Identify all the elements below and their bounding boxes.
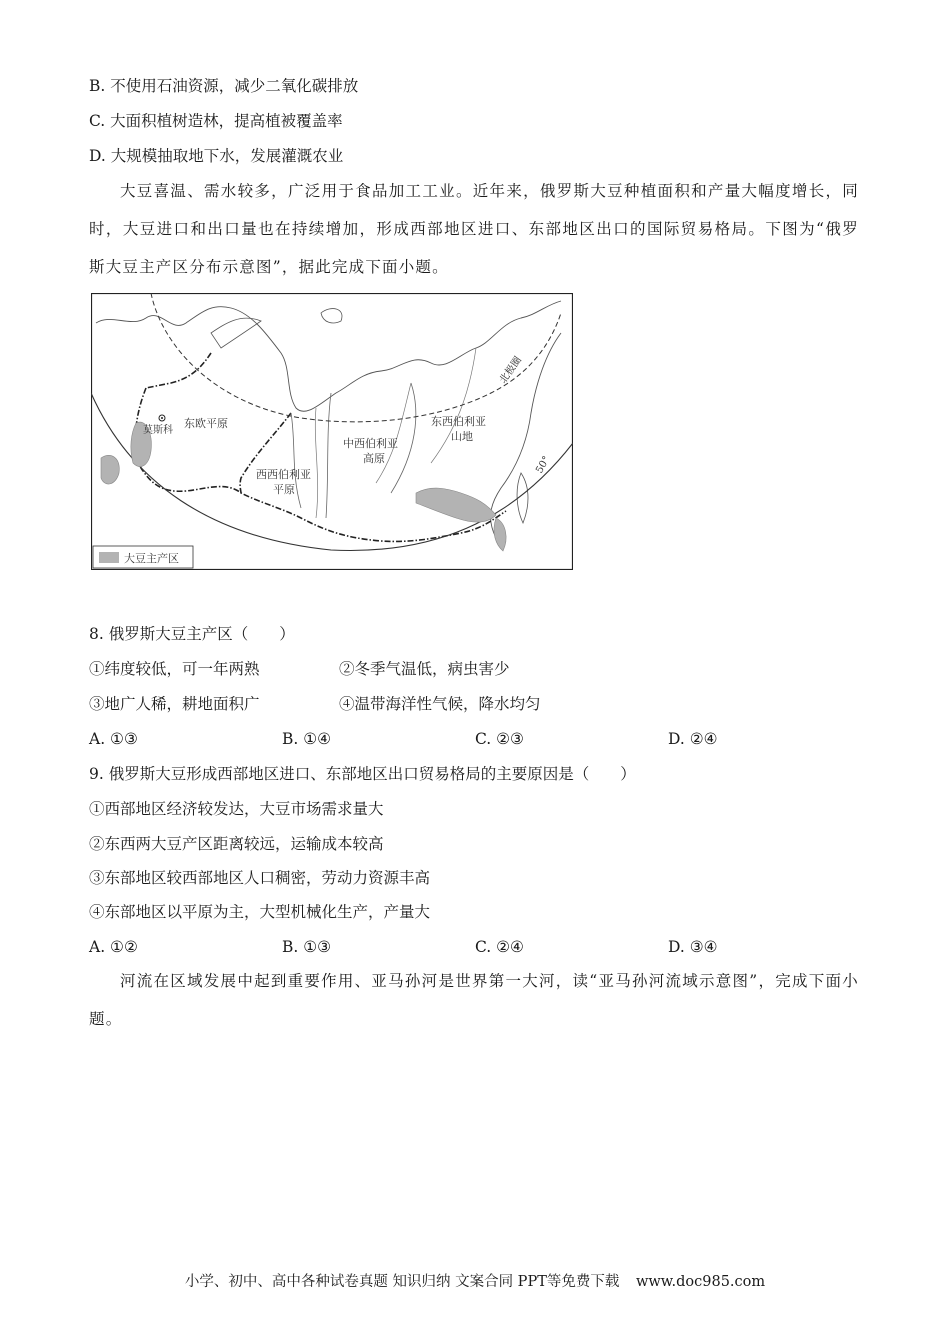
q8-statement-3: ③地广人稀，耕地面积广: [89, 695, 260, 713]
prev-option-b: B. 不使用石油资源，减少二氧化碳排放: [89, 77, 359, 95]
q9-statement-2: ②东西两大豆产区距离较远，运输成本较高: [89, 835, 384, 853]
q9-option-d: D. ③④: [668, 938, 718, 956]
footer-text: 小学、初中、高中各种试卷真题 知识归纳 文案合同 PPT等免费下载: [184, 1274, 620, 1290]
label-east-siberian-1: 东西伯利亚: [431, 415, 486, 428]
russia-soy-map: [91, 293, 573, 570]
page-footer: [0, 1270, 950, 1291]
legend-swatch: [99, 552, 119, 563]
label-arctic-circle: 北极圈: [497, 354, 525, 386]
label-lat-50: 50°: [534, 454, 553, 476]
label-east-european-plain: 东欧平原: [184, 417, 228, 430]
label-central-siberian-2: 高原: [363, 452, 385, 465]
q9-option-b: B. ①③: [282, 938, 332, 956]
intro-soy-paragraph: 大豆喜温、需水较多，广泛用于食品加工工业。近年来，俄罗斯大豆种植面积和产量大幅度增长，同时，大豆进口和出口量也在持续增加，形成西部地区进口、东部地区出口的国际贸易格局。下图为“俄罗斯大豆主产区分布示意图”，据此完成下面小题。: [89, 182, 859, 276]
q9-option-c: C. ②④: [475, 938, 524, 956]
q8-statement-4: ④温带海洋性气候，降水均匀: [339, 695, 541, 713]
legend-label: 大豆主产区: [124, 552, 179, 565]
q8-option-b: B. ①④: [282, 730, 332, 748]
q9-statement-3: ③东部地区较西部地区人口稠密，劳动力资源丰高: [89, 869, 431, 887]
label-moscow: 莫斯科: [143, 425, 173, 436]
label-west-siberian-plain-1: 西西伯利亚: [256, 468, 311, 481]
q9-stem: 9. 俄罗斯大豆形成西部地区进口、东部地区出口贸易格局的主要原因是（ ）: [89, 765, 636, 783]
label-central-siberian-1: 中西伯利亚: [343, 437, 398, 450]
q8-statement-1: ①纬度较低，可一年两熟: [89, 660, 260, 678]
prev-option-d: D. 大规模抽取地下水，发展灌溉农业: [89, 147, 344, 165]
q8-option-c: C. ②③: [475, 730, 524, 748]
q9-statement-1: ①西部地区经济较发达，大豆市场需求量大: [89, 800, 384, 818]
label-east-siberian-2: 山地: [451, 430, 473, 443]
q9-option-a: A. ①②: [89, 938, 138, 956]
q9-statement-4: ④东部地区以平原为主，大型机械化生产，产量大: [89, 903, 431, 921]
intro-amazon-paragraph: 河流在区域发展中起到重要作用、亚马孙河是世界第一大河，读“亚马孙河流域示意图”，完成下面小题。: [89, 972, 859, 1028]
q8-statement-2: ②冬季气温低，病虫害少: [339, 660, 510, 678]
prev-option-c: C. 大面积植树造林，提高植被覆盖率: [89, 112, 343, 130]
q8-stem: 8. 俄罗斯大豆主产区（ ）: [89, 625, 295, 643]
q8-option-a: A. ①③: [89, 730, 138, 748]
label-west-siberian-plain-2: 平原: [273, 483, 295, 496]
footer-url[interactable]: www.doc985.com: [635, 1274, 766, 1290]
q8-option-d: D. ②④: [668, 730, 718, 748]
